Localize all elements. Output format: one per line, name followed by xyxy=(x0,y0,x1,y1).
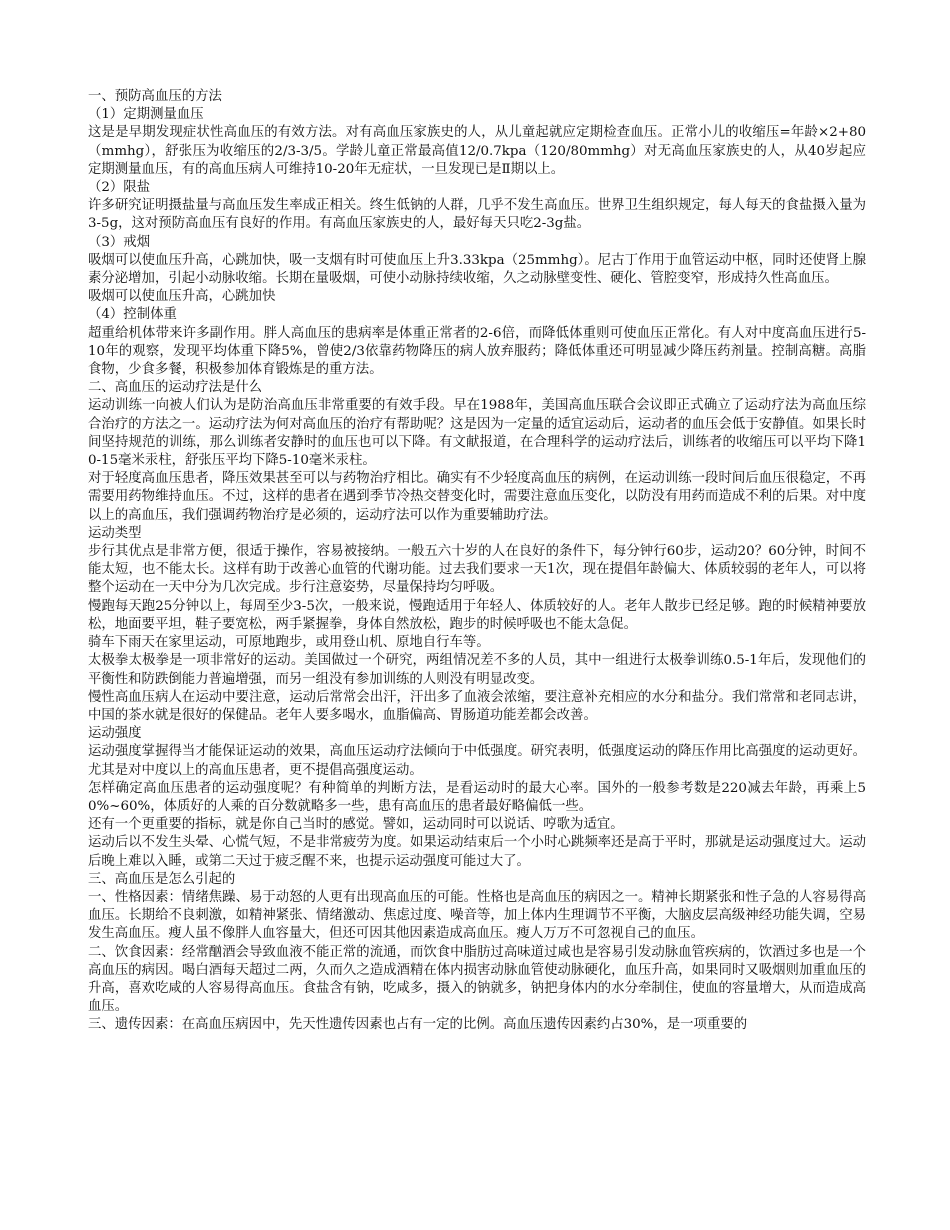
subheading-exercise-types: 运动类型 xyxy=(88,525,142,541)
paragraph: 三、遗传因素：在高血压病因中，先天性遗传因素也占有一定的比例。高血压遗传因素约占30%，是一项重要的 xyxy=(88,1017,748,1033)
paragraph: 二、饮食因素：经常酗酒会导致血液不能正常的流通，而饮食中脂肪过高味道过咸也是容易引发动脉血管疾病的，饮酒过多也是一个高血压的病因。喝白酒每天超过二两，久而久之造成酒精在体内损害动脉血管使动脉硬化，血压升高，如果同时又吸烟则加重血压的升高，喜欢吃咸的人容易得高血压。食盐含有钠，吃咸多，摄入的钠就多，钠把身体内的水分牵制住，使血的容量增大，从而造成高血压。 xyxy=(88,944,866,1015)
paragraph: 怎样确定高血压患者的运动强度呢？有种简单的判断方法，是看运动时的最大心率。国外的一般参考数是220减去年龄，再乘上50%~60%，体质好的人乘的百分数就略多一些，患有高血压的患者最好略偏低一些。 xyxy=(88,780,866,814)
paragraph: 吸烟可以使血压升高，心跳加快 xyxy=(88,289,276,305)
paragraph: 这是是早期发现症状性高血压的有效方法。对有高血压家族史的人，从儿童起就应定期检查血压。正常小儿的收缩压=年龄×2+80（mmhg），舒张压为收缩压的2/3-3/5。学龄儿童正常最高值12/0.7kpa（120/80mmhg）对无高血压家族史的人，从40岁起应定期测量血压，有的高血压病人可维持10-20年无症状，一旦发现已是Ⅱ期以上。 xyxy=(88,125,866,177)
paragraph: 运动强度掌握得当才能保证运动的效果，高血压运动疗法倾向于中低强度。研究表明，低强度运动的降压作用比高强度的运动更好。尤其是对中度以上的高血压患者，更不提倡高强度运动。 xyxy=(88,744,866,778)
paragraph: 慢性高血压病人在运动中要注意，运动后常常会出汗，汗出多了血液会浓缩，要注意补充相应的水分和盐分。我们常常和老同志讲，中国的茶水就是很好的保健品。老年人要多喝水，血脂偏高、胃肠道功能差都会改善。 xyxy=(88,689,866,723)
paragraph: 运动训练一向被人们认为是防治高血压非常重要的有效手段。早在1988年，美国高血压联合会议即正式确立了运动疗法为高血压综合治疗的方法之一。运动疗法为何对高血压的治疗有帮助呢？这是因为一定量的适宜运动后，运动者的血压会低于安静值。如果长时间坚持规范的训练，那么训练者安静时的血压也可以下降。有文献报道，在合理科学的运动疗法后，训练者的收缩压可以平均下降10-15毫米汞柱，舒张压平均下降5-10毫米汞柱。 xyxy=(88,398,866,469)
paragraph: 对于轻度高血压患者，降压效果甚至可以与药物治疗相比。确实有不少轻度高血压的病例，在运动训练一段时间后血压很稳定，不再需要用药物维持血压。不过，这样的患者在遇到季节冷热交替变化时，需要注意血压变化，以防没有用药而造成不利的后果。对中度以上的高血压，我们强调药物治疗是必须的，运动疗法可以作为重要辅助疗法。 xyxy=(88,471,866,523)
paragraph: 超重给机体带来许多副作用。胖人高血压的患病率是体重正常者的2-6倍，而降低体重则可使血压正常化。有人对中度高血压进行5-10年的观察，发现平均体重下降5%，曾使2/3依靠药物降压的病人放弃服药；降低体重还可明显减少降压药剂量。控制高糖。高脂食物，少食多餐，积极参加体育锻炼是的重方法。 xyxy=(88,325,866,378)
paragraph: 还有一个更重要的指标，就是你自己当时的感觉。譬如，运动同时可以说话、哼歌为适宜。 xyxy=(88,817,624,833)
subheading-measure-bp: （1）定期测量血压 xyxy=(88,107,204,123)
paragraph: 慢跑每天跑25分钟以上，每周至少3-5次，一般来说，慢跑适用于年轻人、体质较好的人。老年人散步已经足够。跑的时候精神要放松，地面要平坦，鞋子要宽松，两手紧握拳，身体自然放松，跑步的时候呼吸也不能太急促。 xyxy=(88,598,866,632)
subheading-quit-smoking: （3）戒烟 xyxy=(88,234,151,250)
paragraph: 骑车下雨天在家里运动，可原地跑步，或用登山机、原地自行车等。 xyxy=(88,635,490,651)
subheading-exercise-intensity: 运动强度 xyxy=(88,726,142,742)
paragraph: 太极拳太极拳是一项非常好的运动。美国做过一个研究，两组情况差不多的人员，其中一组进行太极拳训练0.5-1年后，发现他们的平衡性和防跌倒能力普遍增强，而另一组没有参加训练的人则没有明显改变。 xyxy=(88,653,866,687)
subheading-weight-control: （4）控制体重 xyxy=(88,307,177,323)
paragraph: 步行其优点是非常方便，很适于操作，容易被接纳。一般五六十岁的人在良好的条件下，每分钟行60步，运动20？60分钟，时间不能太短，也不能太长。这样有助于改善心血管的代谢功能。过去我们要求一天1次，现在提倡年龄偏大、体质较弱的老年人，可以将整个运动在一天中分为几次完成。步行注意姿势，尽量保持均匀呼吸。 xyxy=(88,544,866,596)
paragraph: 许多研究证明摄盐量与高血压发生率成正相关。终生低钠的人群，几乎不发生高血压。世界卫生组织规定，每人每天的食盐摄入量为3-5g，这对预防高血压有良好的作用。有高血压家族史的人，最好每天只吃2-3g盐。 xyxy=(88,198,866,232)
section-heading-causes: 三、高血压是怎么引起的 xyxy=(88,871,236,887)
section-heading-prevention: 一、预防高血压的方法 xyxy=(88,89,222,104)
paragraph: 一、性格因素：情绪焦躁、易于动怒的人更有出现高血压的可能。性格也是高血压的病因之一。精神长期紧张和性子急的人容易得高血压。长期给不良刺激，如精神紧张、情绪激动、焦虑过度、噪音等，加上体内生理调节不平衡，大脑皮层高级神经功能失调，空易发生高血压。瘦人虽不像胖人血容量大，但还可因其他因素造成高血压。瘦人万万不可忽视自己的血压。 xyxy=(88,889,866,942)
section-heading-exercise-therapy: 二、高血压的运动疗法是什么 xyxy=(88,380,263,396)
subheading-limit-salt: （2）限盐 xyxy=(88,180,151,196)
paragraph: 运动后以不发生头晕、心慌气短，不是非常疲劳为度。如果运动结束后一个小时心跳频率还是高于平时，那就是运动强度过大。运动后晚上难以入睡，或第二天过于疲乏醒不来，也提示运动强度可能过大了。 xyxy=(88,835,866,869)
paragraph: 吸烟可以使血压升高，心跳加快，吸一支烟有时可使血压上升3.33kpa（25mmhg）。尼古丁作用于血管运动中枢，同时还使肾上腺素分泌增加，引起小动脉收缩。长期在量吸烟，可使小动脉持续收缩，久之动脉壁变性、硬化、管腔变窄，形成持久性高血压。 xyxy=(88,252,866,287)
document-body xyxy=(88,88,866,1035)
